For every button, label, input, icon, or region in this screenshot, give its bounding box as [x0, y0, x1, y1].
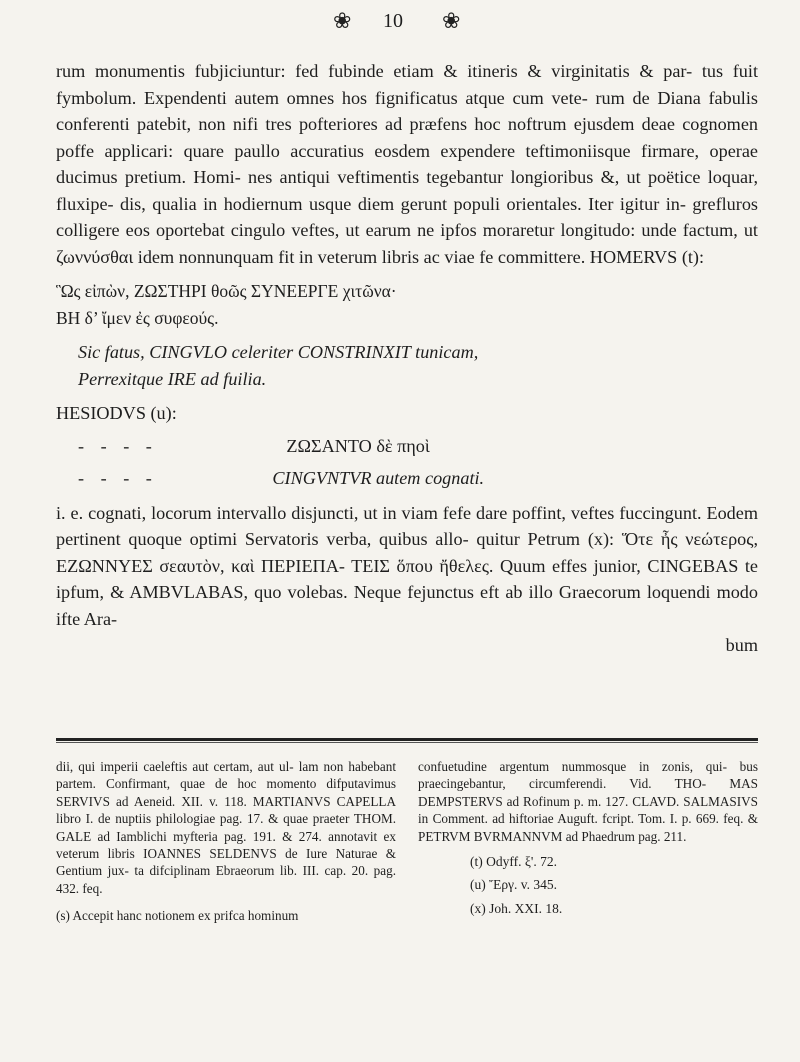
- main-text: [56, 58, 758, 659]
- ornament-right-icon: ❀: [442, 8, 461, 33]
- footnote-s: (s) Accepit hanc notionem ex prifca hominum: [56, 908, 299, 924]
- footnote-left-text: dii, qui imperii caeleftis aut certam, aut ul- lam non habebant partem. Confirmant, quae de hoc momento difputavimus SERVIVS ad Aeneid. XII. v. 118. MARTIANVS CAPELLA libro I. de nuptiis philologiae pag. 17. & quae praeter THOM. GALE ad Iamblichi myfteria pag. 191. & 274. annotavit ex veterum libris IOANNES SELDENVS de Iure Naturae & Gentium jux- ta difciplinam Ebraeorum lib. III. cap. 20. pag. 432. feq.: [56, 759, 396, 896]
- footnotes-right: [418, 758, 758, 917]
- homer-greek-line-2: ΒΗ δ’ ἴμεν ἐς συφεούς.: [56, 307, 219, 328]
- hesiod-latin-line: [56, 465, 758, 492]
- footnote-ref-t: (t) Odyff. ξ'. 72.: [470, 854, 557, 870]
- catchword: bum: [725, 635, 758, 655]
- footnote-right-text: confuetudine argentum nummosque in zonis, qui- bus praecingebantur, circumferendi. Vid. THO- MAS DEMPSTERVS ad Rofinum p. m. 127. CLAVD. SALMASIVS in Comment. ad hiftoriae Auguft. fcript. Tom. I. p. 669. feq. & PETRVM BVRMANNVM ad Phaedrum pag. 211.: [418, 759, 758, 844]
- footnote-ref-u: (u) Ἔργ. v. 345.: [470, 877, 558, 893]
- ornament-left-icon: ❀: [333, 8, 352, 33]
- hesiod-intro: HESIODVS (u):: [56, 403, 177, 423]
- paragraph-2: i. e. cognati, locorum intervallo disjuncti, ut in viam fefe dare poffint, veftes fuccingunt. Eodem pertinent quoque optimi Servatoris verba, quibus allo- quitur Petrum (x): Ὅτε ἦς νεώτερος, ΕΖΩΝΝΥΕΣ σεαυτὸν, καὶ ΠΕΡΙΕΠΑ- ΤΕΙΣ ὅπου ἤθελες. Quum effes junior, CINGEBAS te ipfum, & AMBVLABAS, quo volebas. Neque fejunctus eft ab illo Graecorum loquendi modo ifte Ara-: [56, 502, 758, 629]
- page-number: 10: [383, 10, 403, 32]
- footnote-rule-thin: [56, 742, 758, 743]
- footnote-references: [418, 853, 758, 917]
- hesiod-greek-line: [56, 433, 758, 460]
- hesiod-latin: CINGVNTVR autem cognati.: [272, 468, 485, 488]
- page-header: [0, 6, 800, 36]
- footnote-ref-x: (x) Joh. XXI. 18.: [470, 900, 563, 916]
- homer-latin-line-2: Perrexitque IRE ad fuilia.: [78, 368, 267, 389]
- footnotes-left: [56, 758, 396, 925]
- footnote-rule: [56, 738, 758, 741]
- hesiod-greek: ΖΩΣΑΝΤΟ δὲ πηοὶ: [286, 435, 430, 456]
- hesiod-latin-dashes: - - - -: [78, 468, 158, 488]
- paragraph-1: rum monumentis fubjiciuntur: fed fubinde etiam & itineris & virginitatis & par- tus fuit fymbolum. Expendenti autem omnes hos fignificatus atque cum vete- rum de Diana fabulis conferenti patebit, non nifi tres pofteriores ad præfens hoc noftrum ejusdem deae cognomen poffe applicari: quare paullo accuratius eosdem expendere teftimoniisque firmare, operae ducimus pretium. Homi- nes antiqui veftimentis tegebantur longioribus &, ut poëtice loquar, fluxipe- dis, qualia in hodiernum usque diem gerunt populi orientales. Iter igitur in- grefluros colligere eos oportebat cingulo veftes, ut earum ne ipfos moraretur longitudo: unde factum, ut ζωννύσθαι idem nonnunquam fit in veterum libris ac viae fe committere. HOMERVS (t):: [56, 61, 758, 267]
- homer-greek-line-1: Ὣς εἰπὼν, ΖΩΣΤΗΡΙ θοῶς ΣΥΝΕΕΡΓΕ χιτῶνα·: [56, 281, 397, 301]
- hesiod-dashes: - - - -: [78, 435, 158, 456]
- homer-latin-line-1: Sic fatus, CINGVLO celeriter CONSTRINXIT tunicam,: [78, 342, 479, 362]
